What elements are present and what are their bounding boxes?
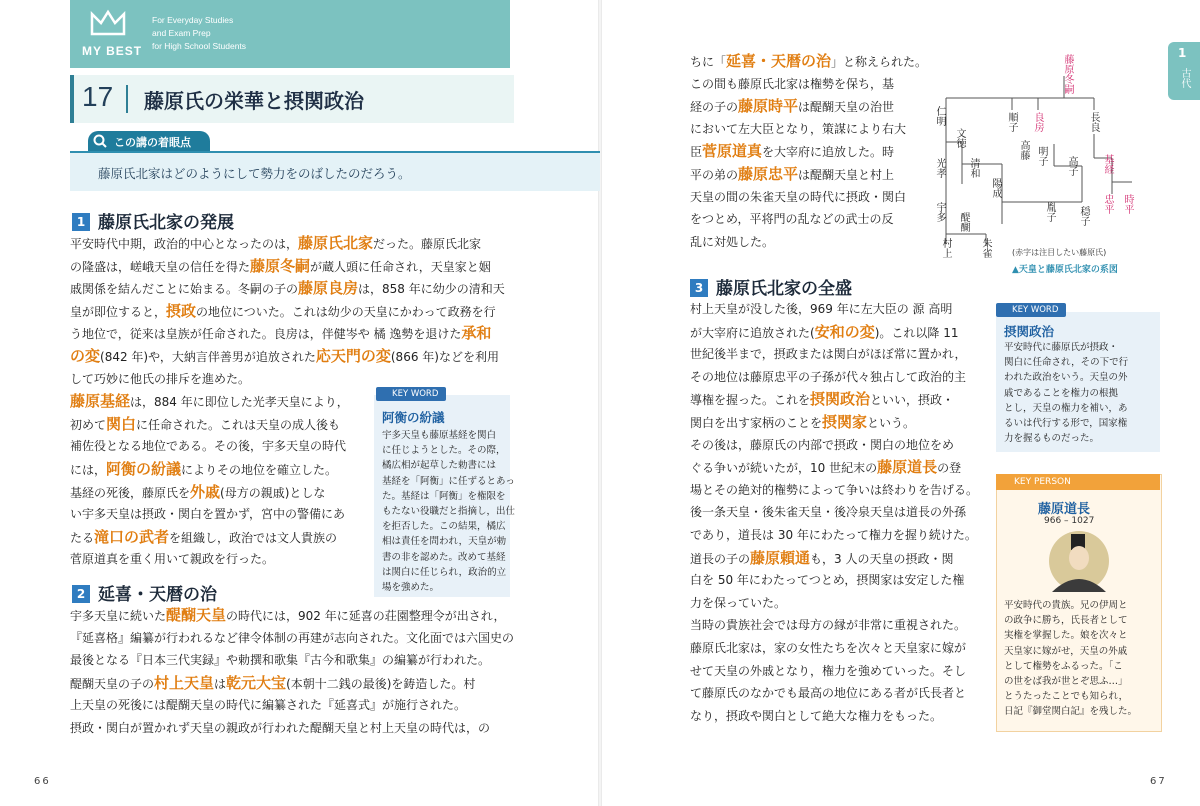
text-run: 臣 [690, 145, 703, 160]
text-line: 天皇家に嫁がせ，天皇の外戚 [1004, 645, 1128, 657]
text-line [690, 501, 966, 524]
text-line [690, 479, 978, 502]
keyword-title: 阿衡の紛議 [382, 410, 445, 425]
text-run: ちに「 [690, 55, 727, 69]
chapter-side-tab: 1 古代 [1168, 42, 1200, 100]
tree-node: 仁明 [934, 106, 945, 126]
portrait-icon [1038, 530, 1120, 592]
text-line [70, 368, 250, 391]
text-run: 導権を握った。これを [690, 393, 811, 408]
tree-node: 高子 [1066, 156, 1077, 176]
text-line [690, 434, 954, 457]
key-term: 藤原道長 [877, 458, 938, 477]
text-line [690, 456, 961, 480]
text-line [70, 503, 345, 526]
text-run: 醍醐天皇の子の [70, 676, 155, 691]
text-run: 当時の貴族社会では母方の縁が非常に重視された。 [690, 618, 967, 633]
key-term: 延喜・天暦の治 [726, 52, 832, 70]
text-line [690, 547, 953, 571]
text-line [70, 300, 496, 324]
text-line [70, 322, 491, 346]
text-line [690, 637, 966, 660]
text-line [70, 481, 325, 505]
tree-node: 胤子 [1044, 202, 1055, 222]
tree-note: (赤字は注目したい藤原氏) [1012, 248, 1107, 257]
text-line [690, 298, 952, 321]
section-1-heading: 1 藤原氏北家の発展 [72, 208, 234, 233]
key-term: 摂関家 [822, 413, 868, 431]
keyword-tab: KEY WORD [996, 303, 1066, 317]
text-run: (842 年)や，大納言伴善男が追放された [100, 350, 316, 364]
tree-node: 良房 [1032, 112, 1043, 132]
focus-question: 藤原氏北家はどのようにして勢力をのばしたのだろう。 [98, 166, 411, 181]
text-line [690, 118, 906, 141]
text-run: 皇が即位すると， [70, 304, 167, 319]
text-line: るいは代行する形で，国家権 [1004, 418, 1128, 429]
text-line: もたない役職だと指摘し，出仕 [382, 506, 516, 517]
text-line [70, 672, 475, 696]
key-term: 菅原道真 [702, 142, 763, 161]
text-line [690, 366, 966, 389]
text-run: 村上天皇が没した後，969 年に左大臣の 源 高明 [690, 302, 953, 316]
text-line: とうたったことでも知られ， [1004, 691, 1129, 703]
text-line [690, 186, 906, 209]
tree-node: 藤原冬嗣 [1062, 54, 1073, 94]
key-term: 応天門の変 [315, 347, 391, 365]
text-run: (母方の親戚)としな [220, 485, 326, 500]
text-line [690, 163, 894, 187]
text-run: 最後となる『日本三代実録』や勅撰和歌集『古今和歌集』の編纂が行われた。 [70, 653, 491, 668]
text-run: 補佐役となる地位である。その後，宇多天皇の時代 [70, 439, 347, 454]
text-line: 関白に任命され，その下で行 [1004, 357, 1129, 369]
text-run: だった。藤原氏北家 [373, 237, 482, 251]
text-line: を拒否した。この結果，橘広 [382, 521, 506, 533]
text-run: 平の弟の [690, 168, 739, 182]
title-separator [126, 85, 128, 113]
family-tree-diagram [926, 54, 1148, 272]
text-line: 橘広相が起草した勅書には [382, 460, 497, 472]
text-run: 菅原道真を重く用いて親政を行った。 [70, 552, 275, 567]
text-run: において左大臣となり，策謀により右大 [690, 121, 907, 136]
tree-node: 忠平 [1102, 194, 1113, 214]
text-line [690, 388, 954, 412]
key-term: 藤原時平 [738, 97, 799, 116]
tree-caption: ▲天皇と藤原氏北家の系図 [1012, 265, 1118, 275]
text-line [70, 526, 337, 550]
text-line: 平安時代に藤原氏が摂政・ [1004, 342, 1119, 353]
text-line [690, 682, 966, 705]
text-line [70, 277, 505, 301]
tree-node: 朱雀 [980, 238, 991, 258]
tree-node: 高藤 [1018, 140, 1029, 160]
text-line: 戚であることを権力の根拠 [1004, 387, 1119, 399]
text-run: 経の子の [690, 100, 739, 115]
section-3-heading: 3 藤原氏北家の全盛 [690, 274, 852, 299]
key-term: 滝口の武者 [94, 527, 170, 546]
lesson-title: 藤原氏の栄華と摂関政治 [144, 89, 364, 113]
lesson-number: 17 [82, 81, 114, 112]
key-term: 藤原冬嗣 [250, 256, 311, 275]
keyword-title: 摂関政治 [1004, 324, 1055, 339]
text-run: 白を 50 年にわたってつとめ，摂関家は安定した権 [690, 573, 965, 588]
text-line [70, 717, 490, 740]
text-run: の時代には，902 年に延喜の荘園整理令が出され， [226, 609, 506, 623]
text-run: は醍醐天皇と村上 [798, 168, 895, 182]
key-person-name: 藤原道長 [1038, 502, 1091, 517]
text-run: といい，摂政・ [870, 393, 955, 408]
focus-question-box [70, 151, 600, 191]
text-run: という。 [867, 416, 916, 430]
text-run: には， [70, 463, 107, 477]
text-line [690, 140, 894, 164]
text-run: 力を保っていた。 [690, 595, 787, 610]
text-run: せて天皇の外戚となり，権力を強めていった。そし [690, 663, 967, 678]
text-run: 」と称えられた。 [831, 55, 928, 69]
text-line [70, 435, 346, 458]
text-run: この間も藤原氏北家は権勢を保ち，基 [690, 76, 895, 91]
focus-label: この講の着眼点 [88, 131, 210, 151]
text-run: を組織し，政治では文人貴族の [169, 530, 338, 545]
key-term: の変 [70, 347, 101, 365]
key-term: 関白 [106, 414, 137, 433]
text-run: 基経の死後，藤原氏を [70, 485, 191, 500]
text-line [690, 705, 942, 728]
text-line: に任じようとした。その際， [382, 445, 506, 457]
brand-tagline: For Everyday Studies and Exam Prep for High School Students [152, 15, 247, 51]
text-line [70, 458, 337, 482]
text-run: 天皇の間の朱雀天皇の時代に摂政・関白 [690, 189, 907, 204]
text-line [690, 411, 915, 435]
tree-node: 村上 [940, 238, 951, 258]
keyword-tab: KEY WORD [376, 387, 446, 401]
text-line: の政争に勝ち，氏長者として [1004, 615, 1128, 627]
text-run: によりその地位を確立した。 [181, 463, 338, 477]
text-line [690, 231, 774, 254]
text-run: の隆盛は，嵯峨天皇の信任を得た [70, 259, 251, 274]
key-term: 阿衡の紛議 [106, 460, 182, 478]
text-line [70, 649, 490, 672]
text-line [70, 390, 349, 414]
text-run: して巧妙に他氏の排斥を進めた。 [70, 371, 251, 386]
text-run: に任命された。これは天皇の成人後も [136, 417, 341, 432]
text-run: (本朝十二銭の最後)を鋳造した。村 [286, 676, 476, 691]
text-line [690, 95, 894, 119]
text-run: 世紀後半まで，摂政または関白がほぼ常に置かれ， [690, 347, 967, 362]
text-run: 場とその絶対的権勢によって争いは終わりを告げる。 [690, 482, 979, 497]
key-term: 醍醐天皇 [166, 606, 227, 624]
key-term: 安和の変 [814, 322, 875, 341]
text-line: の世をば我が世とぞ思ふ…」 [1004, 676, 1128, 687]
text-run: 藤原氏北家は，家の女性たちを次々と天皇家に嫁が [690, 641, 967, 655]
text-run: 戚関係を結んだことに始まる。冬嗣の子の [70, 282, 299, 297]
text-run: ぐる争いが続いたが，10 世紀末の [690, 461, 878, 476]
tree-node: 穏子 [1078, 206, 1089, 226]
text-run: の地位についた。これは幼少の天皇にかわって政務を行 [196, 304, 496, 319]
key-term: 村上天皇 [154, 673, 215, 692]
text-run: い宇多天皇は摂政・関白を置かず，宮中の警備にあ [70, 507, 346, 522]
text-run: 上天皇の死後には醍醐天皇の時代に編纂された『延喜式』が施行された。 [70, 698, 467, 713]
text-line: た。基経は「阿衡」を権限を [382, 490, 506, 502]
text-run: 摂政・関白が置かれず天皇の親政が行われた醍醐天皇と村上天皇の時代は，の [70, 721, 491, 735]
text-run: は，884 年に即位した光孝天皇により， [130, 395, 349, 410]
text-line [690, 614, 966, 637]
tree-node: 醍醐 [958, 212, 969, 232]
tree-node: 長良 [1088, 112, 1099, 132]
text-run: その地位は藤原忠平の子孫が代々独占して政治的主 [690, 369, 967, 384]
text-line [70, 255, 491, 279]
text-line [690, 524, 977, 547]
tree-node: 明子 [1036, 146, 1047, 166]
text-line: として権勢をふるった。「こ [1004, 660, 1123, 672]
key-term: 藤原良房 [298, 279, 359, 298]
text-line [70, 345, 499, 369]
text-line [690, 73, 894, 96]
brand-logo-text: MY BEST [82, 44, 143, 58]
page-number-left: 66 [34, 776, 51, 787]
text-run: も，3 人の天皇の摂政・関 [810, 551, 954, 566]
section-2-heading: 2 延喜・天暦の治 [72, 580, 217, 605]
lesson-title-bar [70, 75, 514, 123]
tree-node: 光孝 [934, 158, 945, 178]
tree-node: 文徳 [954, 128, 965, 148]
tree-node: 順子 [1006, 112, 1017, 132]
text-run: 平安時代中期，政治的中心となったのは， [70, 237, 299, 251]
text-run: その後は，藤原氏の内部で摂政・関白の地位をめ [690, 437, 955, 452]
key-person-tab: KEY PERSON [996, 474, 1160, 490]
tree-node: 清和 [968, 158, 979, 178]
text-run: を大宰府に追放した。時 [762, 145, 895, 160]
text-run: 乱に対処した。 [690, 234, 775, 249]
tree-node: 基経 [1102, 154, 1113, 174]
text-run: 関白を出す家柄のことを [690, 416, 823, 430]
text-line: は関白に任じられ，政治的立 [382, 566, 507, 578]
text-line: 場を強めた。 [382, 582, 440, 593]
key-term: 摂関政治 [810, 390, 871, 409]
magnifier-icon [92, 133, 108, 149]
text-run: )。これ以降 11 [874, 325, 959, 340]
text-line [690, 592, 786, 615]
text-line [70, 694, 466, 717]
key-term: 承和 [461, 324, 492, 343]
text-run: て藤原氏のなかでも最高の地位にある者が氏長者と [690, 686, 967, 701]
tree-node: 陽成 [990, 178, 1001, 198]
text-line [70, 604, 505, 628]
text-line [690, 50, 927, 74]
text-run: なり，摂政や関白として絶大な権力をもった。 [690, 708, 943, 723]
text-line: 基経を「阿衡」に任ずるとあっ [382, 475, 515, 487]
key-term: 外戚 [190, 482, 221, 501]
text-line: われた政治をいう。天皇の外 [1004, 372, 1128, 384]
text-line: 平安時代の貴族。兄の伊周と [1004, 600, 1128, 611]
text-run: う地位で，従来は皇族が任命された。良房は，伴健岑や 橘 逸勢を退けた [70, 327, 462, 342]
text-line [690, 208, 894, 231]
text-run: 初めて [70, 417, 107, 432]
text-run: 後一条天皇・後朱雀天皇・後冷泉天皇は道長の外孫 [690, 505, 967, 520]
key-term: 藤原忠平 [738, 165, 799, 183]
text-run: であり，道長は 30 年にわたって権力を握り続けた。 [690, 528, 977, 542]
text-run: 道長の子の [690, 551, 751, 566]
text-line [690, 321, 958, 345]
key-term: 藤原基経 [70, 392, 131, 411]
brand-header [70, 0, 510, 68]
text-run: は醍醐天皇の治世 [798, 100, 895, 115]
text-line [70, 232, 481, 256]
tree-node: 宇多 [934, 202, 945, 222]
text-line: 実権を掌握した。娘を次々と [1004, 630, 1128, 642]
text-line [690, 569, 964, 592]
text-run: 宇多天皇に続いた [70, 609, 167, 623]
key-term: 藤原氏北家 [298, 234, 374, 252]
text-line: 書の非を認めた。改めて基経 [382, 551, 506, 563]
text-line [690, 660, 966, 683]
text-run: をつとめ，平将門の乱などの武士の反 [690, 212, 894, 227]
text-run: (866 年)などを利用 [390, 350, 499, 364]
text-line: 力を握るものだった。 [1004, 433, 1100, 445]
key-term: 藤原頼通 [750, 548, 811, 567]
text-run: の登 [937, 461, 962, 476]
text-line [690, 343, 966, 366]
text-run: たる [70, 530, 95, 545]
text-line: 相は責任を問われ，天皇が勅 [382, 536, 507, 548]
key-term: 乾元大宝 [226, 673, 287, 692]
key-person-years: 966 – 1027 [1044, 516, 1095, 526]
text-run: は，858 年に幼少の清和天 [358, 282, 505, 297]
text-line [70, 627, 514, 650]
text-line: 宇多天皇も藤原基経を関白 [382, 430, 497, 441]
text-run: 『延喜格』編纂が行われるなど律令体制の再建が志向された。文化面では六国史の [70, 630, 515, 645]
tree-node: 時平 [1122, 194, 1133, 214]
text-line [70, 413, 340, 437]
crown-logo-icon [88, 8, 128, 38]
text-line [70, 548, 274, 571]
text-line: 日記『御堂関白記』を残した。 [1004, 706, 1138, 718]
page-number-right: 67 [1150, 776, 1167, 787]
text-run: は [214, 676, 227, 691]
text-run: が蔵人頭に任命され，天皇家と姻 [310, 259, 491, 274]
text-line: とし，天皇の権力を補い，あ [1004, 402, 1128, 414]
text-run: が大宰府に追放された( [690, 325, 815, 340]
page-gutter [598, 0, 602, 806]
key-term: 摂政 [166, 301, 197, 320]
